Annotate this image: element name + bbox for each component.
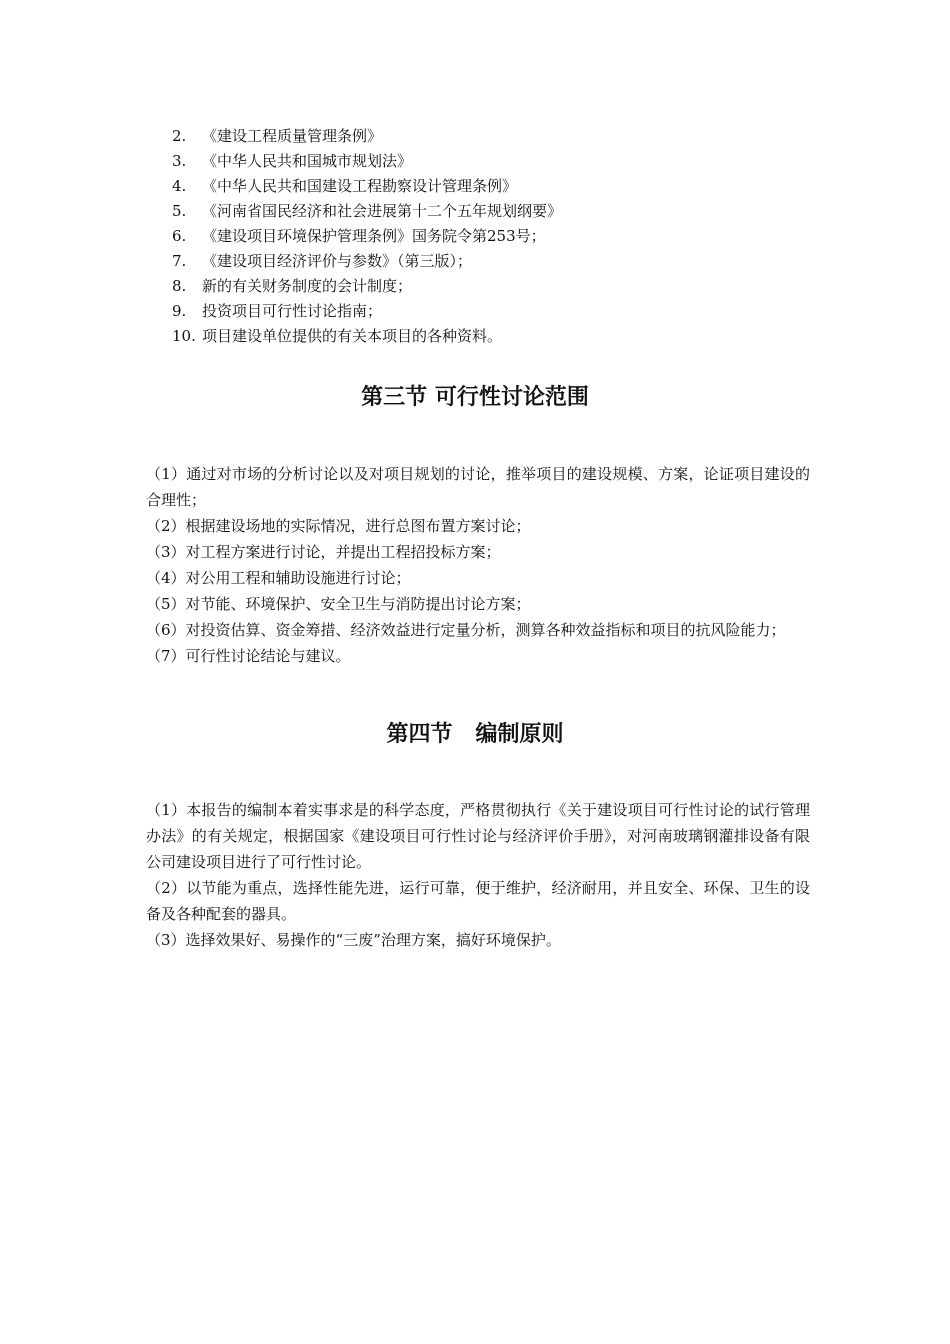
paragraph: （3）选择效果好、易操作的“三废”治理方案，搞好环境保护。 xyxy=(146,931,561,949)
paragraph: （2）根据建设场地的实际情况，进行总图布置方案讨论； xyxy=(146,517,531,535)
paragraph: （6）对投资估算、资金筹措、经济效益进行定量分析，测算各种效益指标和项目的抗风险能力； xyxy=(146,621,786,639)
list-item-number: 5. xyxy=(172,202,187,220)
list-item-number: 6. xyxy=(172,227,187,245)
list-item-number: 3. xyxy=(172,152,187,170)
list-item-number: 8. xyxy=(172,277,187,295)
list-item xyxy=(172,324,562,349)
list-item xyxy=(172,224,562,249)
section-4-heading: 第四节 编制原则 xyxy=(386,722,564,747)
list-item-number: 4. xyxy=(172,177,187,195)
paragraph: （4）对公用工程和辅助设施进行讨论； xyxy=(146,569,411,587)
list-item-text: 新的有关财务制度的会计制度； xyxy=(202,277,413,295)
paragraph: （1）本报告的编制本着实事求是的科学态度，严格贯彻执行《关于建设项目可行性讨论的试行管理办法》的有关规定，根据国家《建设项目可行性讨论与经济评价手册》，对河南玻璃钢灌排设备有限公司建设项目进行了可行性讨论。 xyxy=(146,801,810,871)
list-item xyxy=(172,274,562,299)
paragraph: （5）对节能、环境保护、安全卫生与消防提出讨论方案； xyxy=(146,595,531,613)
paragraph: （7）可行性讨论结论与建议。 xyxy=(146,647,351,665)
list-item-number: 2. xyxy=(172,127,187,145)
reference-list xyxy=(172,124,562,349)
list-item xyxy=(172,299,562,324)
list-item xyxy=(172,174,562,199)
list-item-text: 《河南省国民经济和社会进展第十二个五年规划纲要》 xyxy=(202,202,563,220)
list-item-text: 项目建设单位提供的有关本项目的各种资料。 xyxy=(202,327,503,345)
list-item-text: 《中华人民共和国城市规划法》 xyxy=(202,152,413,170)
list-item-text: 《建设工程质量管理条例》 xyxy=(202,127,383,145)
paragraph: （3）对工程方案进行讨论，并提出工程招投标方案； xyxy=(146,543,501,561)
section-4-body xyxy=(146,797,810,953)
list-item-number: 10. xyxy=(172,327,196,345)
list-item-text: 投资项目可行性讨论指南； xyxy=(202,302,383,320)
list-item-text: 《建设项目环境保护管理条例》国务院令第253号； xyxy=(202,227,546,245)
list-item-number: 9. xyxy=(172,302,187,320)
list-item xyxy=(172,199,562,224)
section-3-body xyxy=(146,461,810,669)
list-item xyxy=(172,124,562,149)
section-3-heading: 第三节 可行性讨论范围 xyxy=(361,385,589,410)
list-item xyxy=(172,149,562,174)
paragraph: （2）以节能为重点，选择性能先进，运行可靠，便于维护，经济耐用，并且安全、环保、卫生的设备及各种配套的器具。 xyxy=(146,879,810,923)
list-item xyxy=(172,249,562,274)
list-item-text: 《建设项目经济评价与参数》（第三版）； xyxy=(202,252,473,270)
list-item-number: 7. xyxy=(172,252,187,270)
list-item-text: 《中华人民共和国建设工程勘察设计管理条例》 xyxy=(202,177,518,195)
paragraph: （1）通过对市场的分析讨论以及对项目规划的讨论，推举项目的建设规模、方案，论证项目建设的合理性； xyxy=(146,465,810,509)
